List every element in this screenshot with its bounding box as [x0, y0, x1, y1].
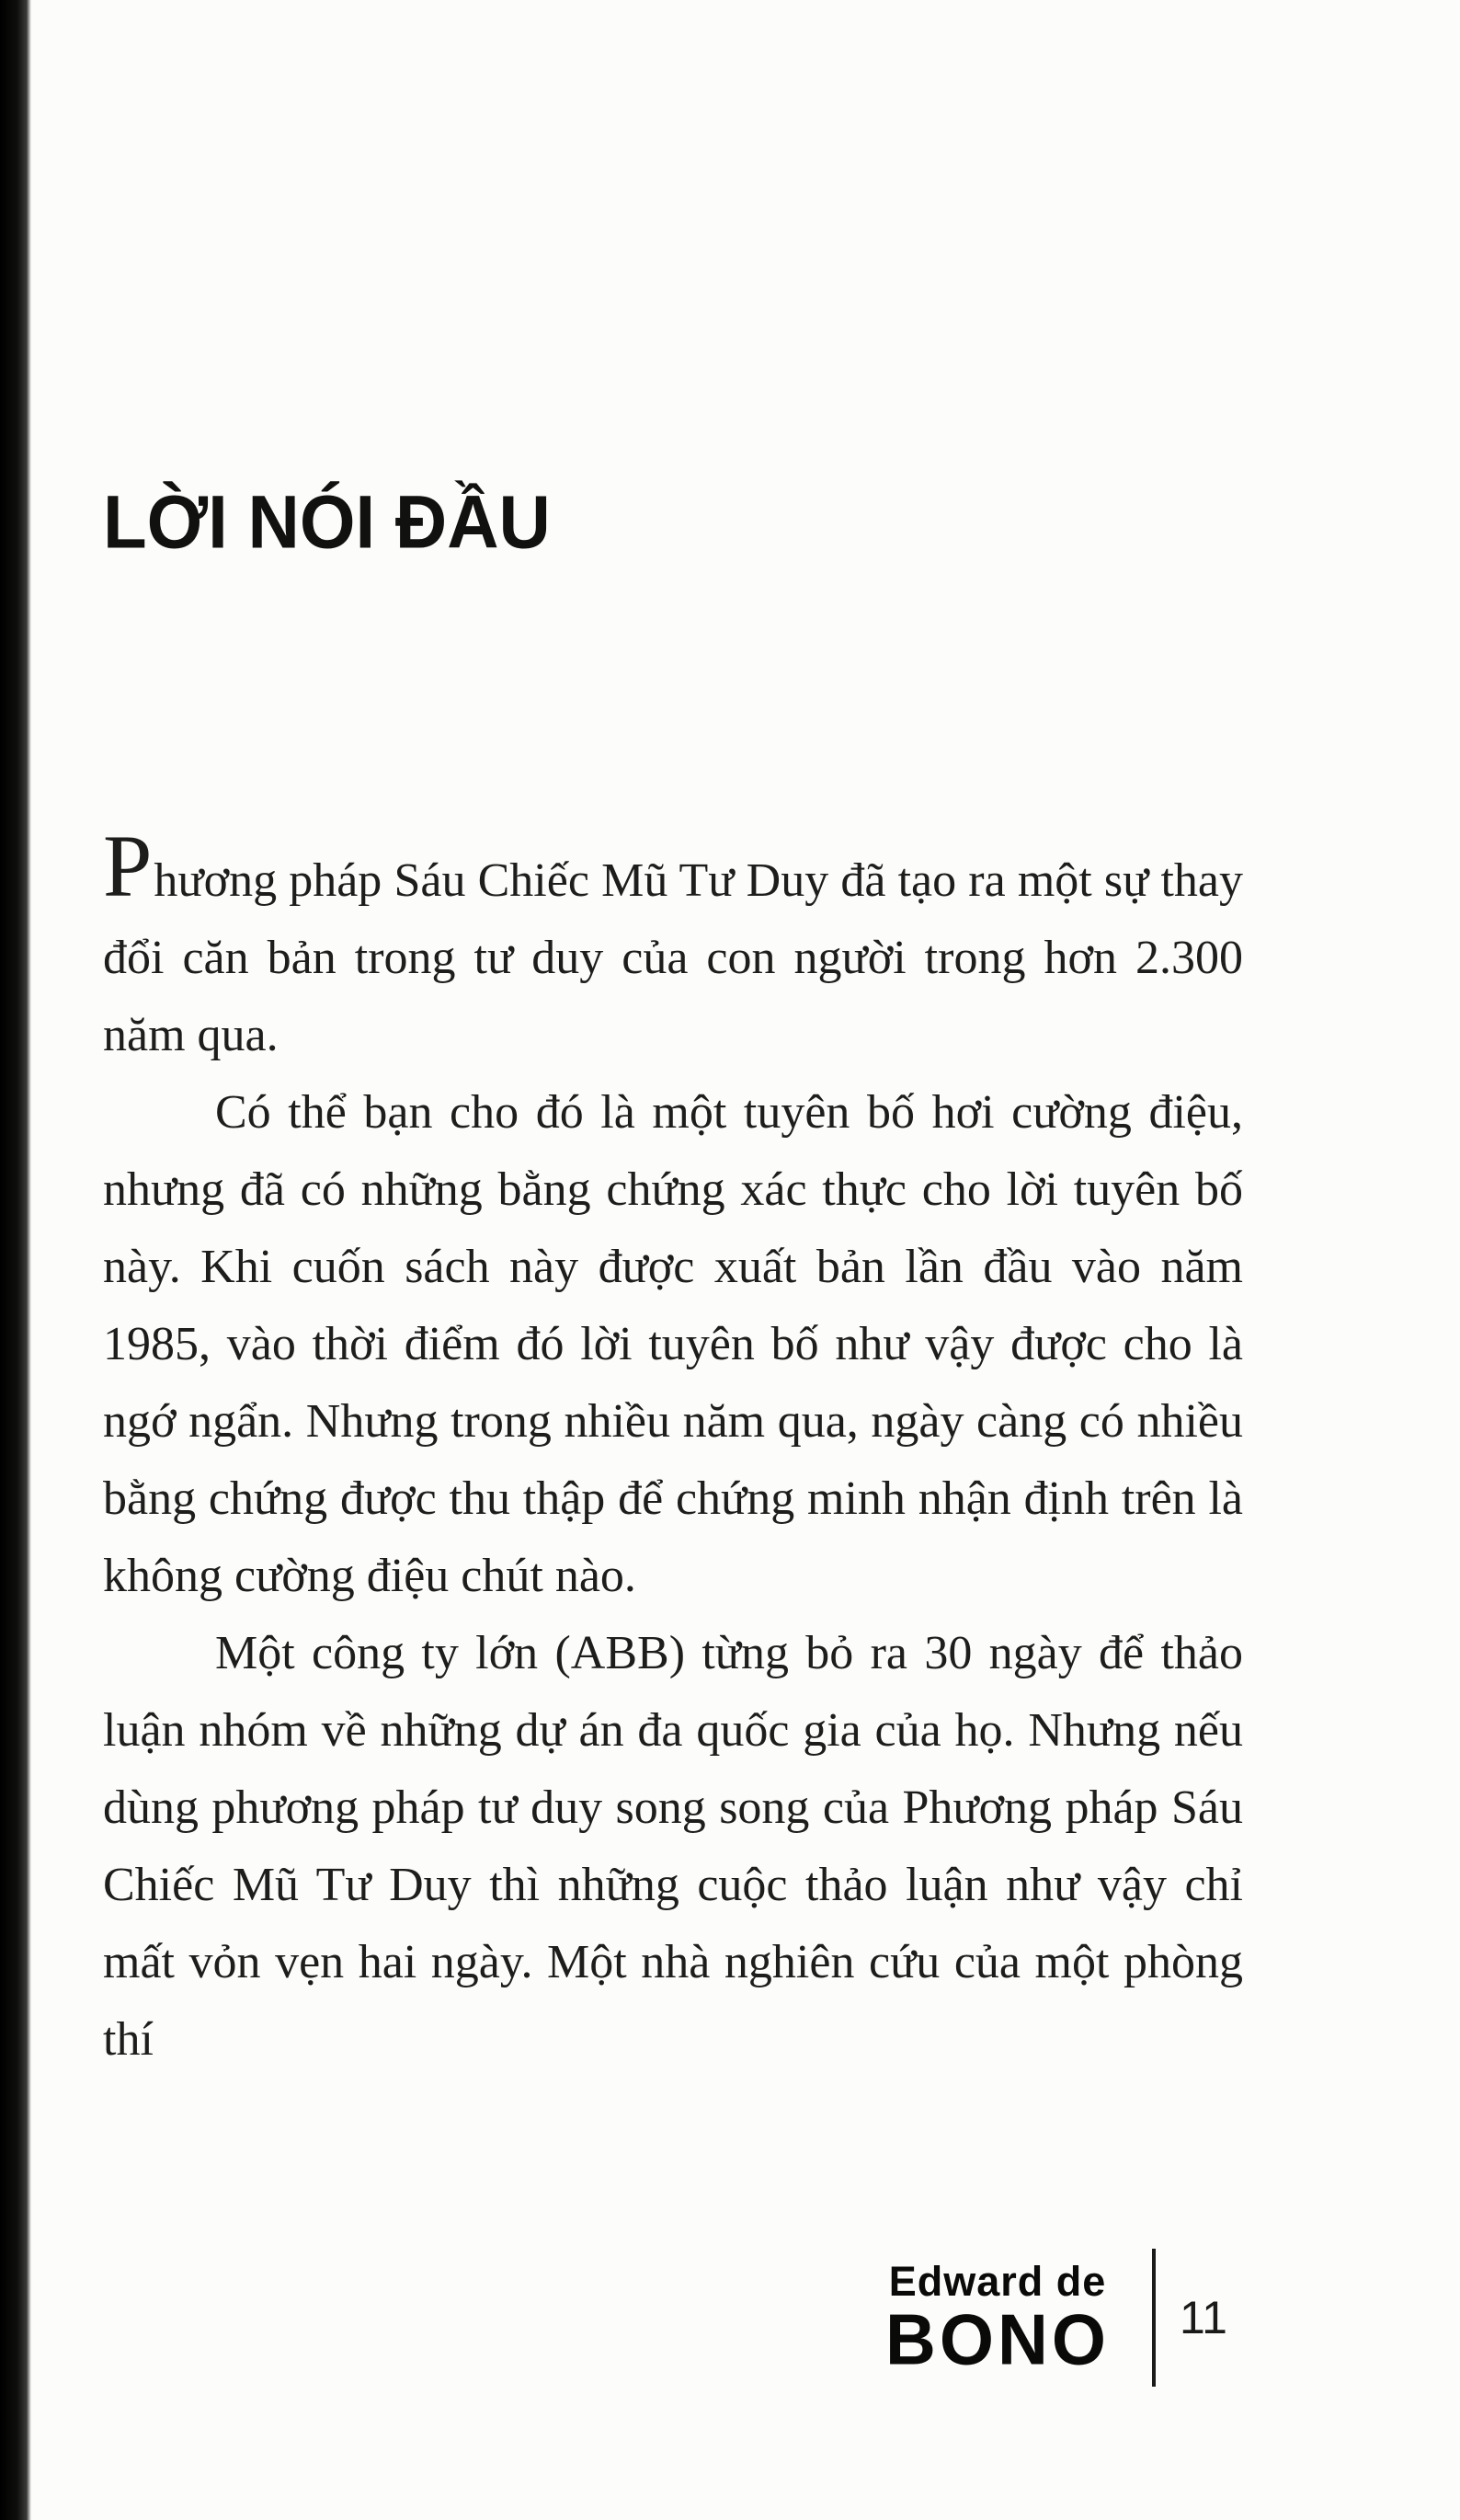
paragraph-1-text: hương pháp Sáu Chiếc Mũ Tư Duy đã tạo ra một sự thay đổi căn bản trong tư duy của con người trong hơn 2.300 năm qua. — [103, 854, 1243, 1061]
paragraph-3: Một công ty lớn (ABB) từng bỏ ra 30 ngày để thảo luận nhóm về những dự án đa quốc gia của họ. Nhưng nếu dùng phương pháp tư duy song song của Phương pháp Sáu Chiếc Mũ Tư Duy thì những cuộc thảo luận như vậy chỉ mất vỏn vẹn hai ngày. Một nhà nghiên cứu của một phòng thí — [103, 1627, 1243, 2066]
scan-gutter-shadow — [0, 0, 31, 2520]
body-text — [103, 817, 1243, 2079]
page-number: 11 — [1180, 2292, 1227, 2343]
chapter-title: LỜI NÓI ĐẦU — [103, 479, 551, 565]
publisher-logo — [860, 2258, 1135, 2380]
logo-author-second-line: BONO — [885, 2300, 1110, 2380]
page-footer — [860, 2249, 1227, 2387]
footer-divider-line — [1152, 2249, 1156, 2387]
logo-author-first-line: Edward de — [888, 2258, 1107, 2305]
raised-initial-cap: P — [103, 817, 154, 915]
paragraph-2: Có thể bạn cho đó là một tuyên bố hơi cường điệu, nhưng đã có những bằng chứng xác thực cho lời tuyên bố này. Khi cuốn sách này được xuất bản lần đầu vào năm 1985, vào thời điểm đó lời tuyên bố như vậy được cho là ngớ ngẩn. Nhưng trong nhiều năm qua, ngày càng có nhiều bằng chứng được thu thập để chứng minh nhận định trên là không cường điệu chút nào. — [103, 1086, 1243, 1602]
paragraph-1 — [103, 817, 1243, 1074]
